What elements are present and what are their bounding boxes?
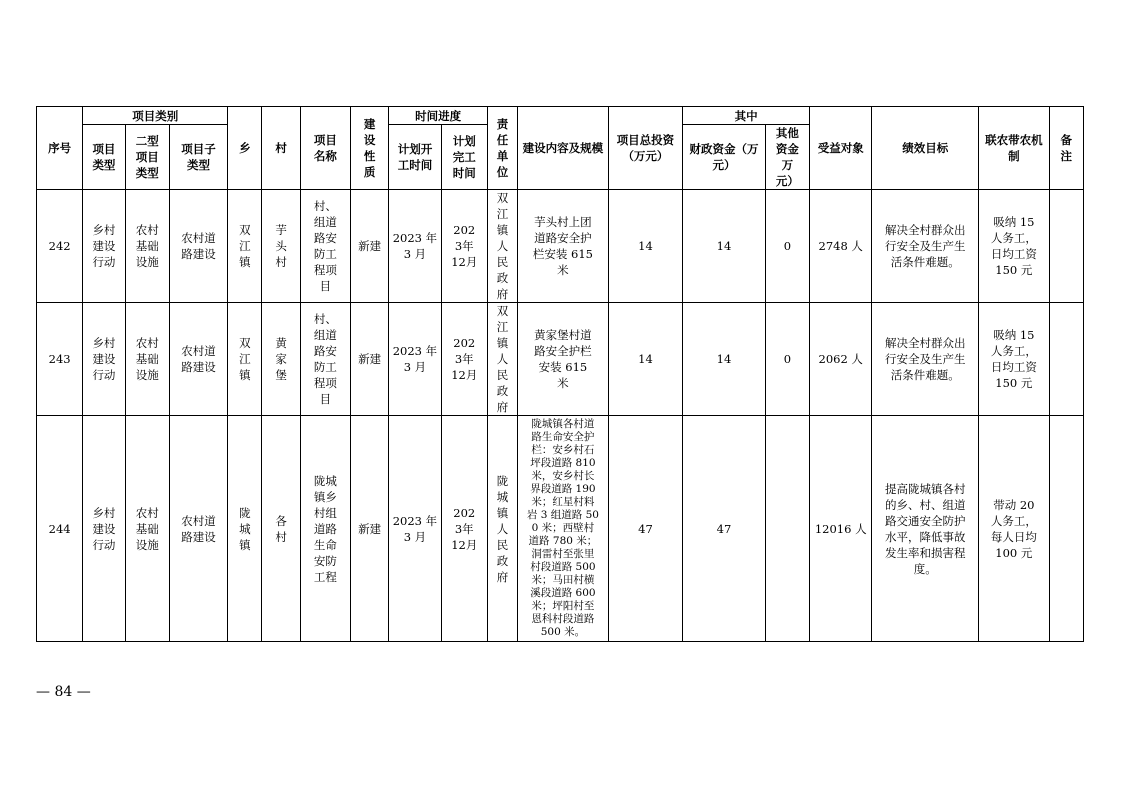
header-village: 村 — [262, 107, 300, 190]
header-beneficiaries: 受益对象 — [810, 107, 872, 190]
header-plan-start: 计划开工时间 — [389, 125, 441, 190]
cell-plan-start: 2023 年3 月 — [389, 303, 441, 416]
header-content: 建设内容及规模 — [518, 107, 609, 190]
cell-content: 陇城镇各村道路生命安全护栏：安乡村石坪段道路 810 米，安乡村长界段道路 190 米；红星村料岩 3 组道路 500 米；西壁村道路 780 米；洞雷村至张里村段道路 500 米；马田村横溪段道路 600 米；坪阳村至恩科村段道路 500 米。 — [518, 416, 609, 642]
header-build-nature: 建设性质 — [351, 107, 389, 190]
cell-total-invest: 14 — [608, 303, 682, 416]
cell-village: 各村 — [262, 416, 300, 642]
table-row — [37, 416, 1084, 642]
cell-remarks — [1049, 303, 1083, 416]
cell-content: 芋头村上团道路安全护栏安装 615 米 — [518, 190, 609, 303]
header-among-group: 其中 — [683, 107, 810, 125]
cell-build-nature: 新建 — [351, 416, 389, 642]
cell-perf-goal: 提高陇城镇各村的乡、村、组道路交通安全防护水平，降低事故发生率和损害程度。 — [872, 416, 979, 642]
cell-village: 芋头村 — [262, 190, 300, 303]
cell-beneficiaries: 2062 人 — [810, 303, 872, 416]
cell-remarks — [1049, 190, 1083, 303]
cell-project-name: 陇城镇乡村组道路生命安防工程 — [300, 416, 350, 642]
cell-build-nature: 新建 — [351, 190, 389, 303]
cell-beneficiaries: 2748 人 — [810, 190, 872, 303]
cell-build-nature: 新建 — [351, 303, 389, 416]
cell-child-type: 农村道路建设 — [169, 416, 227, 642]
cell-child-type: 农村道路建设 — [169, 190, 227, 303]
cell-child-type: 农村道路建设 — [169, 303, 227, 416]
cell-remarks — [1049, 416, 1083, 642]
header-remarks: 备注 — [1049, 107, 1083, 190]
cell-farmer-link: 吸纳 15 人务工，日均工资 150 元 — [979, 190, 1049, 303]
cell-total-invest: 14 — [608, 190, 682, 303]
cell-content: 黄家堡村道路安全护栏安装 615 米 — [518, 303, 609, 416]
header-child-type: 项目子类型 — [169, 125, 227, 190]
cell-proj-type: 乡村建设行动 — [83, 190, 125, 303]
cell-plan-end: 2023年 12月 — [441, 303, 487, 416]
cell-seq: 243 — [37, 303, 83, 416]
cell-resp-unit: 陇城镇人民政府 — [487, 416, 517, 642]
header-fiscal: 财政资金（万元） — [683, 125, 766, 190]
cell-village: 黄家堡 — [262, 303, 300, 416]
header-farmer-link: 联农带农机制 — [979, 107, 1049, 190]
header-perf-goal: 绩效目标 — [872, 107, 979, 190]
cell-fiscal: 47 — [683, 416, 766, 642]
table-row — [37, 190, 1084, 303]
cell-plan-end: 2023年 12月 — [441, 416, 487, 642]
cell-sub2-type: 农村基础设施 — [125, 190, 169, 303]
cell-plan-end: 2023年 12月 — [441, 190, 487, 303]
cell-other-funds — [765, 416, 809, 642]
cell-other-funds: 0 — [765, 190, 809, 303]
header-seq: 序号 — [37, 107, 83, 190]
cell-farmer-link: 吸纳 15 人务工，日均工资 150 元 — [979, 303, 1049, 416]
page-number: — 84 — — [36, 684, 91, 700]
cell-fiscal: 14 — [683, 303, 766, 416]
header-category-group: 项目类别 — [83, 107, 228, 125]
table-row — [37, 303, 1084, 416]
cell-perf-goal: 解决全村群众出行安全及生产生活条件难题。 — [872, 190, 979, 303]
cell-project-name: 村、组道路安防工程项目 — [300, 303, 350, 416]
header-resp-unit: 责任单位 — [487, 107, 517, 190]
cell-total-invest: 47 — [608, 416, 682, 642]
header-other-funds: 其他资金万元） — [765, 125, 809, 190]
cell-plan-start: 2023 年3 月 — [389, 416, 441, 642]
cell-farmer-link: 带动 20 人务工，每人日均 100 元 — [979, 416, 1049, 642]
project-table — [36, 106, 1084, 642]
header-township: 乡 — [228, 107, 262, 190]
header-proj-type: 项目类型 — [83, 125, 125, 190]
header-sub2-type: 二型项目类型 — [125, 125, 169, 190]
cell-fiscal: 14 — [683, 190, 766, 303]
cell-township: 双江镇 — [228, 190, 262, 303]
cell-resp-unit: 双江镇人民政府 — [487, 190, 517, 303]
cell-sub2-type: 农村基础设施 — [125, 416, 169, 642]
cell-proj-type: 乡村建设行动 — [83, 303, 125, 416]
cell-township: 双江镇 — [228, 303, 262, 416]
header-time-group: 时间进度 — [389, 107, 488, 125]
cell-perf-goal: 解决全村群众出行安全及生产生活条件难题。 — [872, 303, 979, 416]
cell-proj-type: 乡村建设行动 — [83, 416, 125, 642]
cell-other-funds: 0 — [765, 303, 809, 416]
cell-beneficiaries: 12016 人 — [810, 416, 872, 642]
header-total-invest: 项目总投资（万元） — [608, 107, 682, 190]
cell-resp-unit: 双江镇人民政府 — [487, 303, 517, 416]
cell-plan-start: 2023 年3 月 — [389, 190, 441, 303]
project-table-container — [36, 106, 1084, 642]
header-project-name: 项目名称 — [300, 107, 350, 190]
cell-seq: 244 — [37, 416, 83, 642]
header-plan-end: 计划完工时间 — [441, 125, 487, 190]
cell-seq: 242 — [37, 190, 83, 303]
cell-township: 陇城镇 — [228, 416, 262, 642]
cell-sub2-type: 农村基础设施 — [125, 303, 169, 416]
cell-project-name: 村、组道路安防工程项目 — [300, 190, 350, 303]
